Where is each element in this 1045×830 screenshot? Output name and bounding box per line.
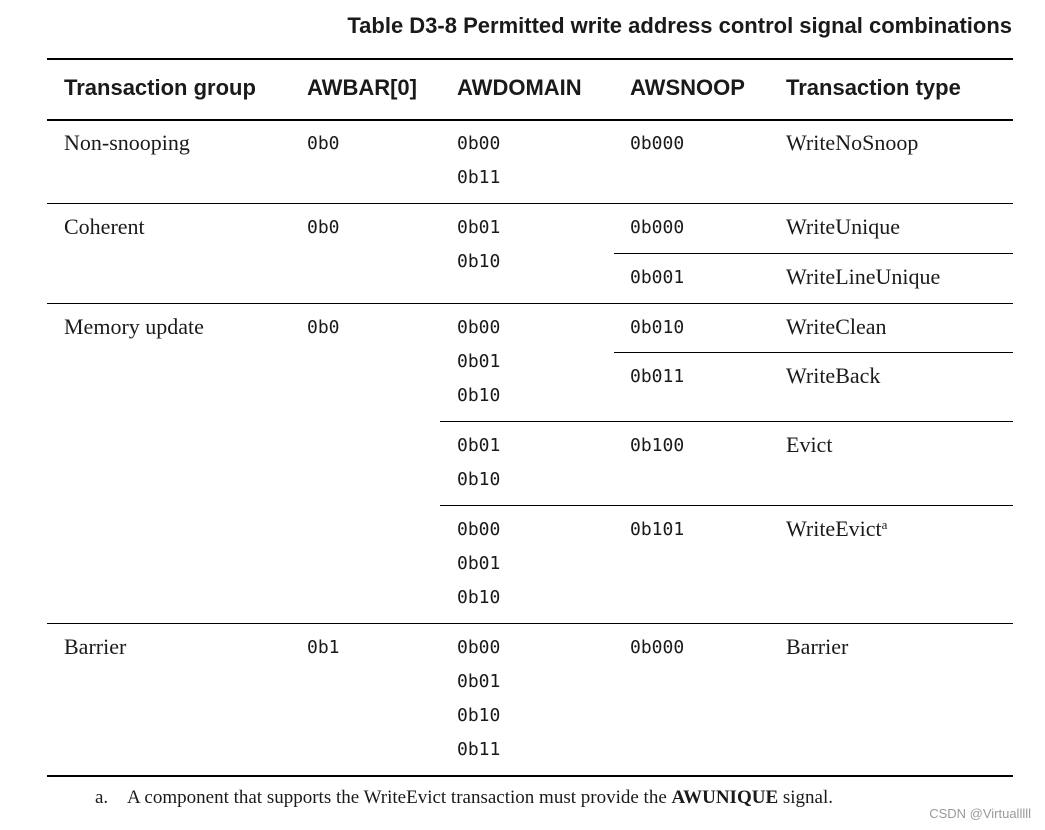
cell-awdomain: 0b00 xyxy=(457,637,501,658)
cell-awbar: 0b1 xyxy=(307,637,340,658)
cell-awbar: 0b0 xyxy=(307,133,340,154)
cell-transaction-type xyxy=(786,516,887,542)
cell-transaction-type: WriteBack xyxy=(786,363,881,388)
cell-awdomain: 0b10 xyxy=(457,251,501,272)
watermark: CSDN @Virtualllll xyxy=(929,806,1031,821)
bottom-rule xyxy=(47,775,1013,777)
cell-awsnoop: 0b100 xyxy=(630,435,685,456)
cell-awdomain: 0b10 xyxy=(457,385,501,406)
header-awdomain: AWDOMAIN xyxy=(457,75,582,100)
footnote-signal-name: AWUNIQUE xyxy=(671,787,779,808)
cell-awdomain: 0b00 xyxy=(457,519,501,540)
footnote-text-before: A component that supports the WriteEvict transaction must provide the xyxy=(127,787,672,808)
cell-awdomain: 0b01 xyxy=(457,351,501,372)
cell-awsnoop: 0b000 xyxy=(630,637,685,658)
header-awsnoop: AWSNOOP xyxy=(630,75,745,100)
cell-awdomain: 0b00 xyxy=(457,317,501,338)
cell-awdomain: 0b00 xyxy=(457,133,501,154)
cell-awdomain: 0b01 xyxy=(457,435,501,456)
row-divider-nonsnooping xyxy=(47,203,1013,204)
cell-awsnoop: 0b001 xyxy=(630,267,685,288)
header-transaction-group: Transaction group xyxy=(64,75,256,100)
cell-awdomain: 0b10 xyxy=(457,469,501,490)
row-divider-memory xyxy=(47,623,1013,624)
cell-awdomain: 0b01 xyxy=(457,553,501,574)
cell-transaction-type: Evict xyxy=(786,432,833,457)
sub-divider-memory-1 xyxy=(614,352,1013,353)
cell-transaction-type: Barrier xyxy=(786,634,849,659)
footnote-text xyxy=(127,787,833,809)
row-divider-coherent xyxy=(47,303,1013,304)
cell-awdomain: 0b11 xyxy=(457,739,501,760)
cell-awsnoop: 0b101 xyxy=(630,519,685,540)
cell-group: Coherent xyxy=(64,214,145,239)
header-rule xyxy=(47,119,1013,121)
top-rule xyxy=(47,58,1013,60)
cell-awsnoop: 0b000 xyxy=(630,217,685,238)
sub-divider-coherent xyxy=(614,253,1013,254)
cell-awdomain: 0b01 xyxy=(457,217,501,238)
cell-awsnoop: 0b010 xyxy=(630,317,685,338)
footnote-text-after: signal. xyxy=(778,787,834,808)
table-title: Table D3-8 Permitted write address control signal combinations xyxy=(347,13,1012,38)
cell-awsnoop: 0b000 xyxy=(630,133,685,154)
header-awbar: AWBAR[0] xyxy=(307,75,417,100)
cell-awdomain: 0b10 xyxy=(457,705,501,726)
cell-transaction-type: WriteClean xyxy=(786,314,887,339)
cell-group: Non-snooping xyxy=(64,130,190,155)
type-text: WriteEvict xyxy=(786,516,882,541)
cell-awbar: 0b0 xyxy=(307,217,340,238)
cell-awdomain: 0b10 xyxy=(457,587,501,608)
sub-divider-memory-2 xyxy=(440,421,1013,422)
cell-awdomain: 0b11 xyxy=(457,167,501,188)
cell-group: Barrier xyxy=(64,634,127,659)
cell-awbar: 0b0 xyxy=(307,317,340,338)
cell-awsnoop: 0b011 xyxy=(630,366,685,387)
footnote-letter: a. xyxy=(95,787,109,808)
cell-transaction-type: WriteNoSnoop xyxy=(786,130,919,155)
cell-group: Memory update xyxy=(64,314,204,339)
cell-transaction-type: WriteLineUnique xyxy=(786,264,941,289)
cell-transaction-type: WriteUnique xyxy=(786,214,900,239)
cell-awdomain: 0b01 xyxy=(457,671,501,692)
header-transaction-type: Transaction type xyxy=(786,75,961,100)
footnote-marker: a xyxy=(881,517,888,532)
sub-divider-memory-3 xyxy=(440,505,1013,506)
